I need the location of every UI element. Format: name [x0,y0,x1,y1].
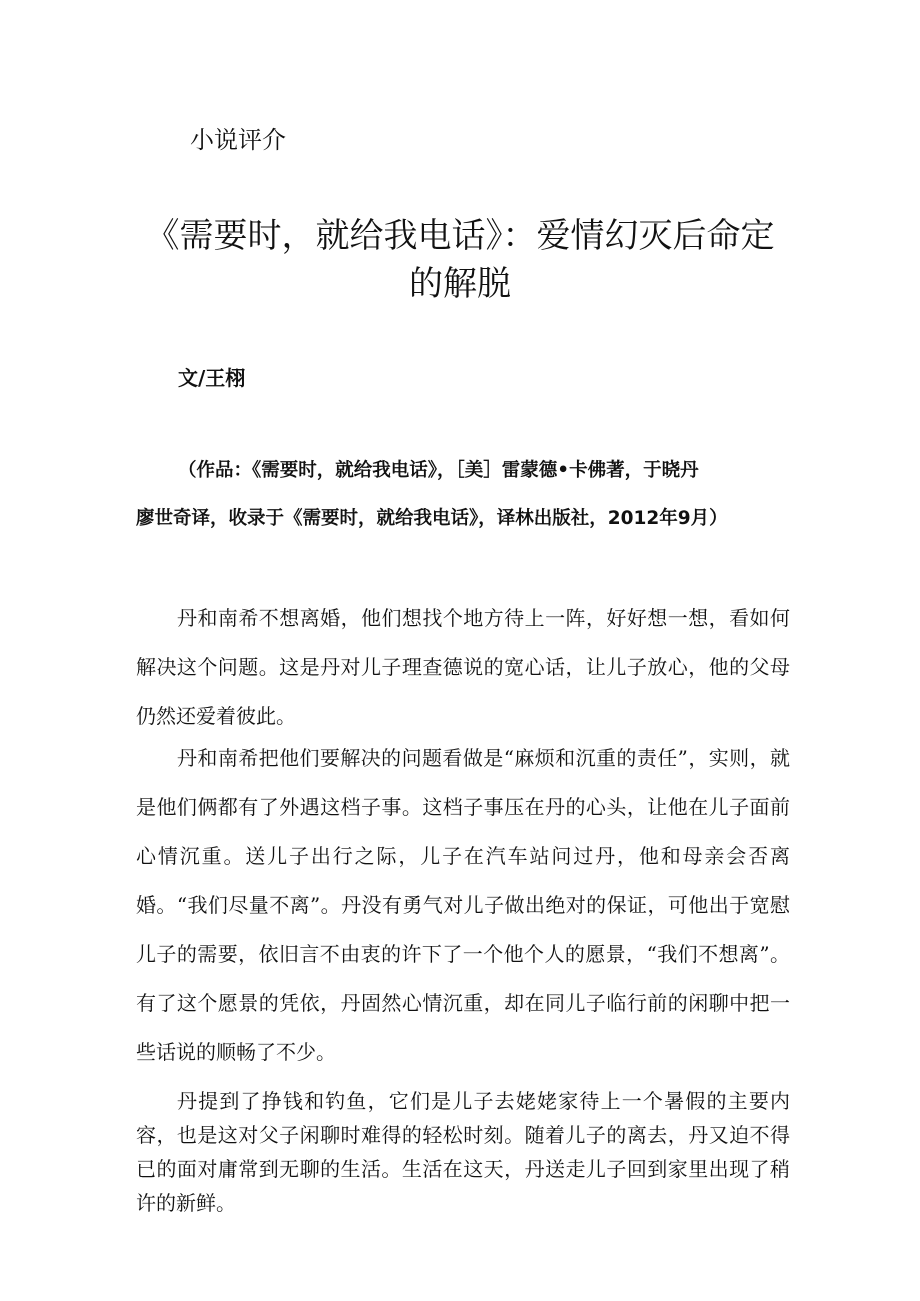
body-paragraph-1: 丹和南希不想离婚，他们想找个地方待上一阵，好好想一想，看如何解决这个问题。这是丹对儿子理查德说的宽心话，让儿子放心，他的父母仍然还爱着彼此。 [136,606,790,728]
section-label: 小说评介 [190,126,286,154]
article-title-line-2: 的解脱 [409,264,511,304]
source-note-line-2: 廖世奇译，收录于《需要时，就给我电话》，译林出版社，2012年9月） [136,508,728,529]
body-paragraph-2: 丹和南希把他们要解决的问题看做是“麻烦和沉重的责任”，实则，就是他们俩都有了外遇这档子事。这档子事压在丹的心头，让他在儿子面前心情沉重。送儿子出行之际，儿子在汽车站问过丹，他和母亲会否离婚。“我们尽量不离”。丹没有勇气对儿子做出绝对的保证，可他出于宽慰儿子的需要，依旧言不由衷的许下了一个他个人的愿景，“我们不想离”。有了这个愿景的凭依，丹固然心情沉重，却在同儿子临行前的闲聊中把一些话说的顺畅了不少。 [136,746,790,1064]
source-note-line-1: （作品：《需要时，就给我电话》，［美］雷蒙德•卡佛著，于晓丹 [178,460,699,481]
article-title-line-1: 《需要时，就给我电话》：爱情幻灭后命定 [145,216,775,256]
body-paragraph-3: 丹提到了挣钱和钓鱼，它们是儿子去姥姥家待上一个暑假的主要内容，也是这对父子闲聊时难得的轻松时刻。随着儿子的离去，丹又迫不得已的面对庸常到无聊的生活。生活在这天，丹送走儿子回到家里出现了稍许的新鲜。 [136,1089,790,1215]
author-byline: 文/王栩 [178,366,246,390]
